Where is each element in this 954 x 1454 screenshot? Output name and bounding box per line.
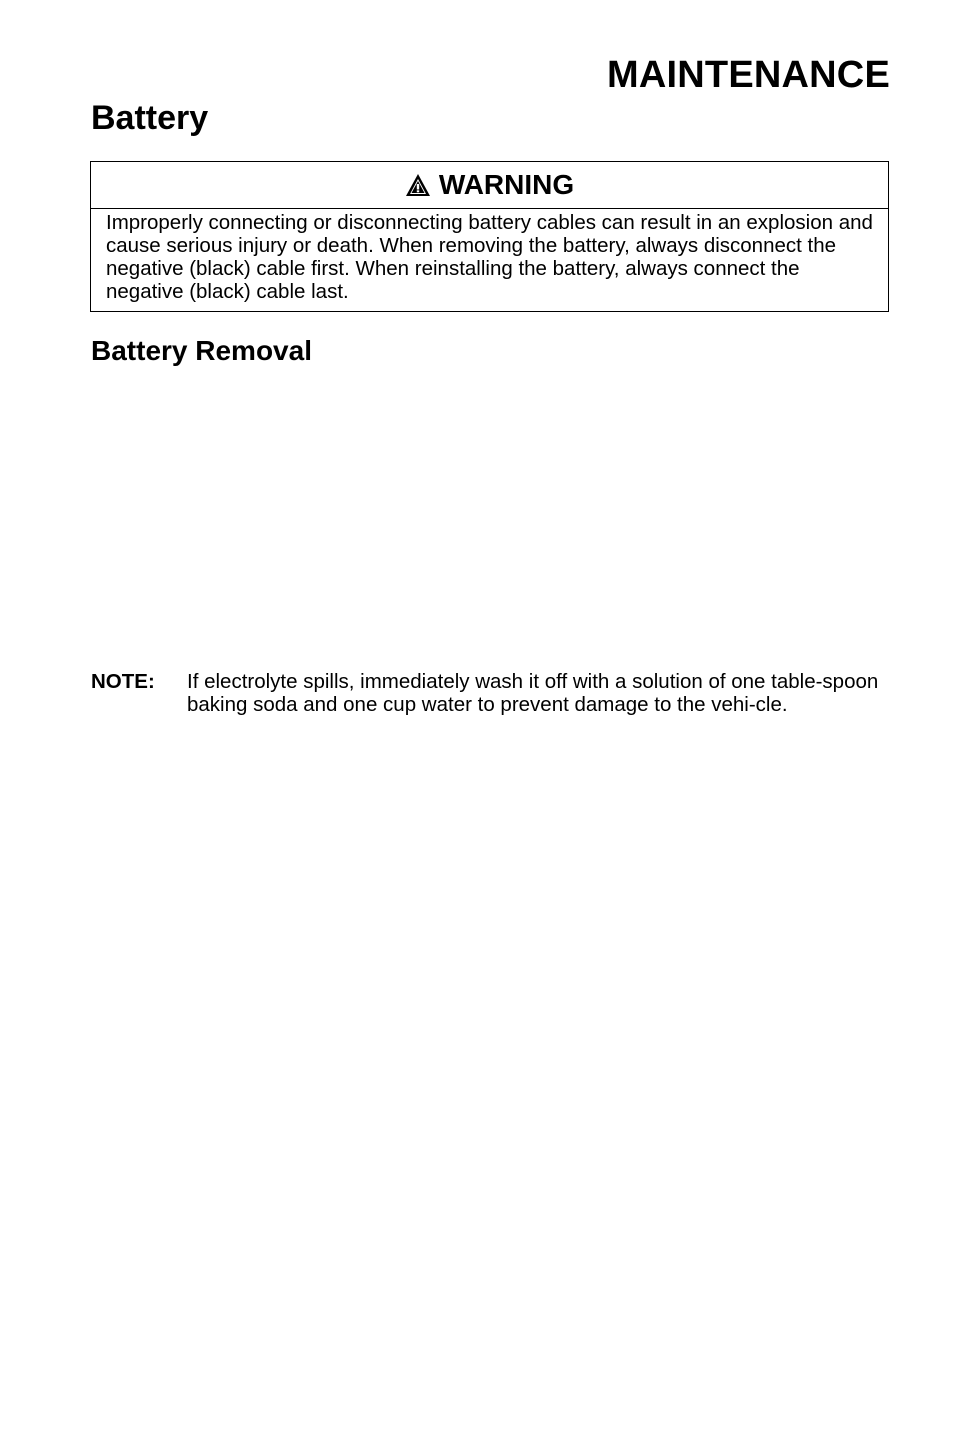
illustration-area (90, 380, 889, 660)
battery-removal-heading: Battery Removal (91, 335, 312, 366)
warning-text: Improperly connecting or disconnecting battery cables can result in an explosion and cause serious injury or death. When removing the battery, always disconnect the negative (black) cable first. When reinstalling the battery, always connect the negative (black) cable last. (106, 211, 873, 303)
note (91, 670, 891, 716)
warning-box (90, 161, 889, 312)
note-text: If electrolyte spills, immediately wash it off with a solution of one table-spoon baking soda and one cup water to prevent damage to the vehi-cle. (187, 670, 879, 716)
note-label: NOTE: (91, 670, 155, 693)
warning-triangle-icon (405, 173, 431, 197)
page-title: Battery (91, 99, 209, 137)
section-header: MAINTENANCE (607, 54, 890, 96)
warning-header (91, 162, 888, 209)
warning-label: WARNING (438, 169, 575, 200)
